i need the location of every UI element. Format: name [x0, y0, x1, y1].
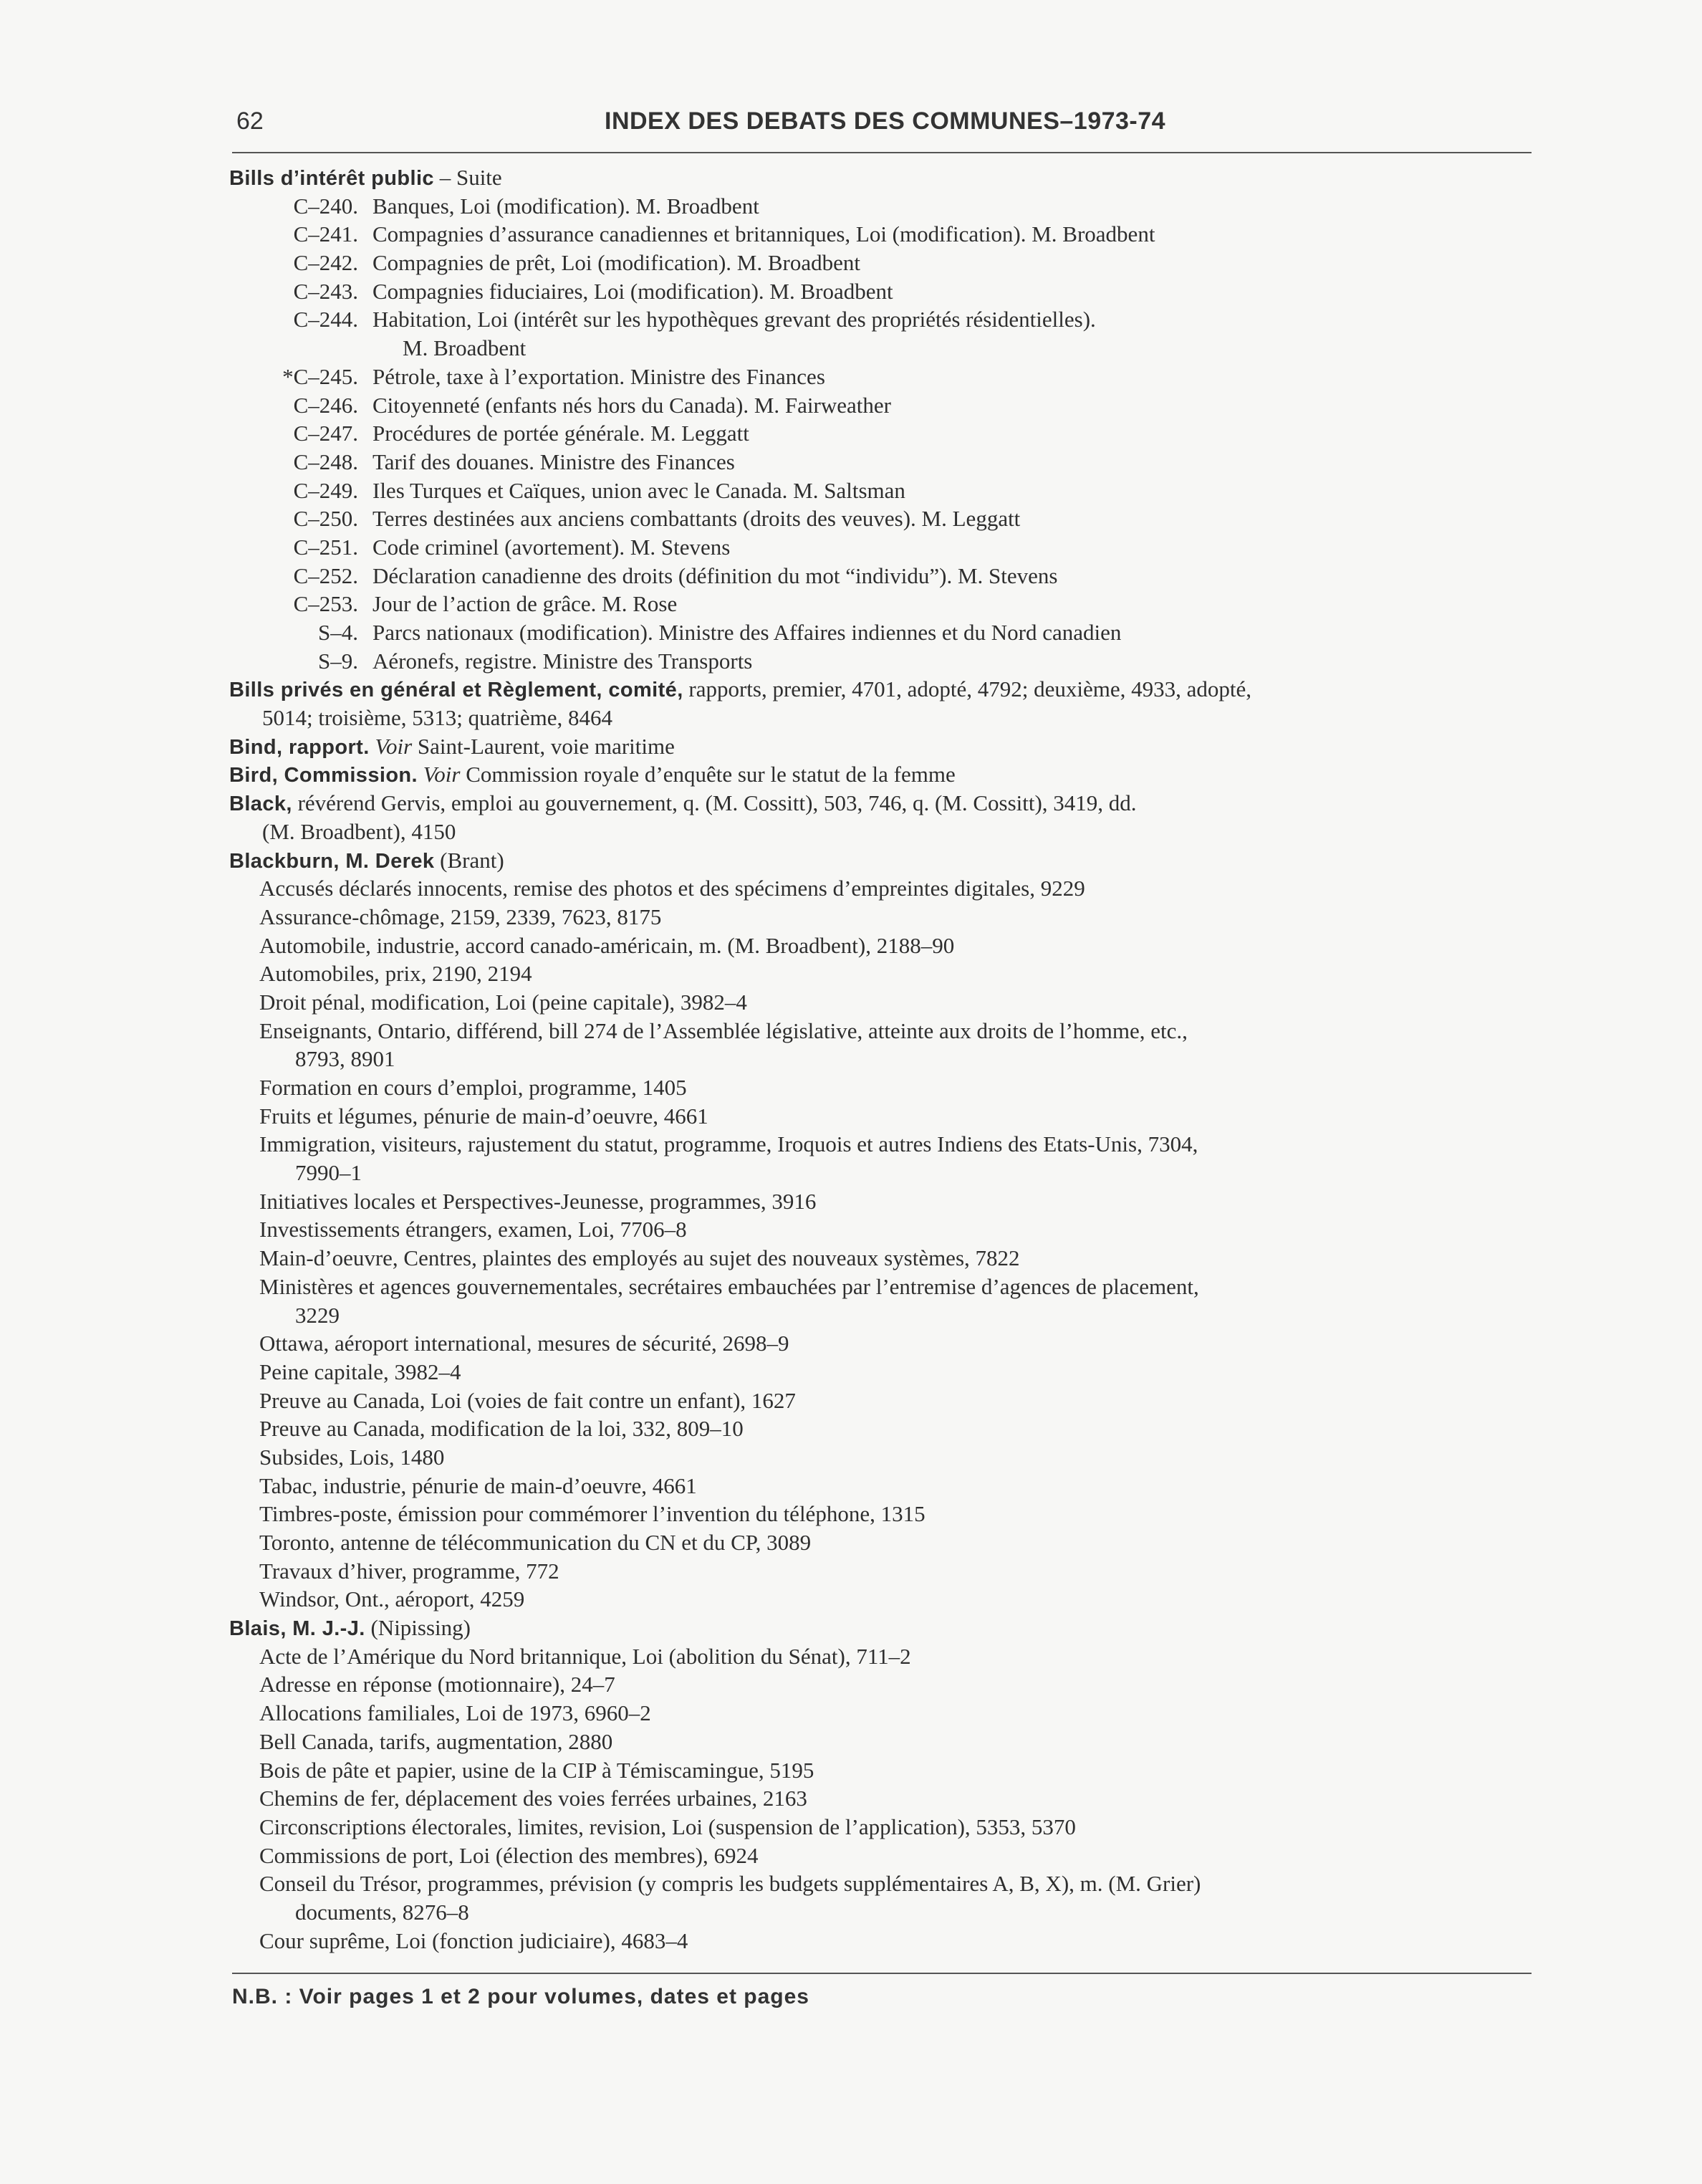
- subentry: [229, 874, 1533, 903]
- bill-title: M. Broadbent: [403, 335, 527, 361]
- entry-continuation: [229, 704, 1533, 732]
- subentry-text: Toronto, antenne de télécommunication du CN et du CP, 3089: [259, 1530, 812, 1555]
- subentry: [229, 1756, 1533, 1785]
- subentry-text: Acte de l’Amérique du Nord britannique, Loi (abolition du Sénat), 711–2: [259, 1643, 911, 1669]
- subentry-continuation: [229, 1159, 1533, 1187]
- subentry-text: Timbres-poste, émission pour commémorer l’invention du téléphone, 1315: [259, 1501, 925, 1527]
- entry-heading: Blais, M. J.-J.: [229, 1617, 365, 1641]
- subentry: [229, 1130, 1533, 1159]
- subentry-text: Conseil du Trésor, programmes, prévision (y compris les budgets supplémentaires A, B, X), m. (M. Grier): [259, 1871, 1201, 1897]
- subentry: [229, 1358, 1533, 1386]
- subentry: [229, 903, 1533, 931]
- bill-number: S–9.: [318, 648, 358, 674]
- index-entry: [229, 846, 1533, 875]
- subentry: [229, 1557, 1533, 1586]
- subentry: [229, 1414, 1533, 1443]
- index-entry: [229, 163, 1533, 192]
- subentry-text: Chemins de fer, déplacement des voies ferrées urbaines, 2163: [259, 1786, 807, 1811]
- subentry-text: Circonscriptions électorales, limites, revision, Loi (suspension de l’application), 5353, 5370: [259, 1814, 1076, 1839]
- subentry-text: Formation en cours d’emploi, programme, 1405: [259, 1075, 687, 1100]
- bill-title: Compagnies d’assurance canadiennes et britanniques, Loi (modification). M. Broadbent: [372, 221, 1155, 247]
- see-reference: Voir: [375, 733, 413, 759]
- bill-entry: [229, 647, 1533, 676]
- page-title: INDEX DES DEBATS DES COMMUNES–1973-74: [605, 107, 1166, 135]
- bill-entry: [229, 562, 1533, 590]
- entry-text: Commission royale d’enquête sur le statut de la femme: [460, 762, 956, 787]
- subentry-text: Cour suprême, Loi (fonction judiciaire), 4683–4: [259, 1927, 688, 1953]
- entry-text: (M. Broadbent), 4150: [262, 818, 456, 844]
- bill-number: C–247.: [293, 421, 358, 446]
- bill-number: C–249.: [293, 477, 358, 503]
- bill-title: Iles Turques et Caïques, union avec le Canada. M. Saltsman: [372, 477, 905, 503]
- index-entry: [229, 732, 1533, 761]
- footnote: N.B. : Voir pages 1 et 2 pour volumes, dates et pages: [232, 1985, 809, 2008]
- subentry: [229, 1386, 1533, 1415]
- subentry: [229, 1215, 1533, 1244]
- bill-entry: [229, 504, 1533, 533]
- bill-number: C–252.: [293, 562, 358, 588]
- bill-title: Déclaration canadienne des droits (définition du mot “individu”). M. Stevens: [372, 562, 1058, 588]
- bill-entry: [229, 192, 1533, 221]
- subentry-text: Main-d’oeuvre, Centres, plaintes des employés au sujet des nouveaux systèmes, 7822: [259, 1245, 1020, 1271]
- subentry: [229, 959, 1533, 988]
- entry-heading: Bills privés en général et Règlement, comité,: [229, 679, 683, 702]
- entry-continuation: [229, 818, 1533, 846]
- subentry-text: 7990–1: [295, 1160, 362, 1186]
- subentry-text: Assurance-chômage, 2159, 2339, 7623, 8175: [259, 904, 662, 929]
- bill-title: Citoyenneté (enfants nés hors du Canada). M. Fairweather: [372, 392, 891, 418]
- subentry: [229, 1728, 1533, 1756]
- subentry: [229, 1102, 1533, 1131]
- bill-entry: [229, 305, 1533, 334]
- subentry-text: Tabac, industrie, pénurie de main-d’oeuvre, 4661: [259, 1472, 697, 1498]
- subentry-continuation: [229, 1898, 1533, 1927]
- bill-number: C–251.: [293, 534, 358, 560]
- subentry-text: Ministères et agences gouvernementales, secrétaires embauchées par l’entremise d’agences de placement,: [259, 1273, 1199, 1299]
- index-entry: [229, 760, 1533, 789]
- subentry-text: Commissions de port, Loi (élection des membres), 6924: [259, 1842, 759, 1868]
- subentry: [229, 1813, 1533, 1841]
- subentry-text: Preuve au Canada, Loi (voies de fait contre un enfant), 1627: [259, 1387, 796, 1413]
- subentry-text: Preuve au Canada, modification de la loi, 332, 809–10: [259, 1416, 744, 1442]
- bill-title: Banques, Loi (modification). M. Broadbent: [372, 193, 759, 219]
- bill-title: Procédures de portée générale. M. Leggatt: [372, 421, 749, 446]
- entry-text: révérend Gervis, emploi au gouvernement, q. (M. Cossitt), 503, 746, q. (M. Cossitt), 3419, dd.: [292, 790, 1137, 816]
- subentry-text: documents, 8276–8: [295, 1899, 469, 1925]
- index-entry: [229, 1614, 1533, 1642]
- bill-title: Code criminel (avortement). M. Stevens: [372, 534, 731, 560]
- subentry: [229, 1670, 1533, 1699]
- bill-title: Jour de l’action de grâce. M. Rose: [372, 591, 678, 617]
- subentry-text: Initiatives locales et Perspectives-Jeunesse, programmes, 3916: [259, 1188, 817, 1214]
- bill-title: Habitation, Loi (intérêt sur les hypothèques grevant des propriétés résidentielles).: [372, 307, 1096, 332]
- bill-entry-continuation: [229, 334, 1533, 363]
- subentry: [229, 1500, 1533, 1528]
- entry-text: rapports, premier, 4701, adopté, 4792; deuxième, 4933, adopté,: [683, 676, 1252, 702]
- bill-number: C–244.: [293, 307, 358, 332]
- entry-text: Saint-Laurent, voie maritime: [412, 733, 675, 759]
- subentry: [229, 1528, 1533, 1557]
- subentry-text: Immigration, visiteurs, rajustement du statut, programme, Iroquois et autres Indiens des Etats-Unis, 7304,: [259, 1131, 1198, 1157]
- bill-number: C–248.: [293, 449, 358, 474]
- subentry-text: Automobile, industrie, accord canado-américain, m. (M. Broadbent), 2188–90: [259, 932, 955, 958]
- subentry-continuation: [229, 1045, 1533, 1073]
- subentry-text: Accusés déclarés innocents, remise des photos et des spécimens d’empreintes digitales, 9229: [259, 876, 1085, 901]
- entry-heading: Bills d’intérêt public: [229, 167, 434, 190]
- bill-number: C–246.: [293, 392, 358, 418]
- footer-rule: [232, 1973, 1532, 1974]
- index-body: [229, 163, 1533, 1955]
- bill-number: S–4.: [318, 620, 358, 645]
- subentry: [229, 1273, 1533, 1301]
- subentry: [229, 1443, 1533, 1472]
- subentry: [229, 1329, 1533, 1358]
- subentry-text: Adresse en réponse (motionnaire), 24–7: [259, 1672, 615, 1697]
- index-entry: [229, 675, 1533, 704]
- bill-entry: [229, 249, 1533, 277]
- subentry-text: Travaux d’hiver, programme, 772: [259, 1558, 559, 1584]
- subentry-text: Subsides, Lois, 1480: [259, 1444, 445, 1470]
- subentry-text: Bois de pâte et papier, usine de la CIP à Témiscamingue, 5195: [259, 1757, 814, 1783]
- subentry-text: Peine capitale, 3982–4: [259, 1359, 461, 1384]
- bill-entry: [229, 448, 1533, 476]
- entry-text: (Brant): [434, 847, 504, 873]
- bill-number: C–241.: [293, 221, 358, 247]
- subentry-text: 3229: [295, 1302, 340, 1328]
- subentry: [229, 1927, 1533, 1955]
- subentry-text: Enseignants, Ontario, différend, bill 274 de l’Assemblée législative, atteinte aux droits de l’homme, etc.,: [259, 1017, 1188, 1043]
- bill-number: C–253.: [293, 591, 358, 617]
- entry-heading: Bird, Commission.: [229, 764, 418, 787]
- bill-title: Tarif des douanes. Ministre des Finances: [372, 449, 735, 474]
- bill-title: Parcs nationaux (modification). Ministre des Affaires indiennes et du Nord canadien: [372, 620, 1122, 645]
- bill-entry: [229, 419, 1533, 448]
- header-rule: [232, 152, 1532, 153]
- entry-heading: Black,: [229, 792, 292, 816]
- bill-number: *C–245.: [282, 363, 358, 389]
- bill-title: Compagnies fiduciaires, Loi (modification). M. Broadbent: [372, 278, 893, 304]
- bill-number: C–240.: [293, 193, 358, 219]
- subentry: [229, 1244, 1533, 1273]
- subentry-text: Automobiles, prix, 2190, 2194: [259, 961, 532, 987]
- subentry-text: 8793, 8901: [295, 1046, 395, 1072]
- entry-heading: Blackburn, M. Derek: [229, 849, 435, 873]
- subentry: [229, 1642, 1533, 1671]
- bill-number: C–243.: [293, 278, 358, 304]
- entry-text: – Suite: [433, 165, 502, 190]
- subentry-continuation: [229, 1301, 1533, 1330]
- bill-title: Pétrole, taxe à l’exportation. Ministre des Finances: [372, 363, 825, 389]
- bill-entry: [229, 618, 1533, 647]
- bill-entry: [229, 220, 1533, 249]
- subentry: [229, 1841, 1533, 1870]
- subentry: [229, 1869, 1533, 1898]
- subentry: [229, 1699, 1533, 1728]
- bill-number: C–250.: [293, 506, 358, 532]
- bill-entry: [229, 391, 1533, 420]
- see-reference: Voir: [423, 762, 461, 787]
- subentry-text: Fruits et légumes, pénurie de main-d’oeuvre, 4661: [259, 1103, 708, 1129]
- subentry-text: Windsor, Ont., aéroport, 4259: [259, 1586, 525, 1612]
- bill-title: Compagnies de prêt, Loi (modification). M. Broadbent: [372, 250, 860, 276]
- subentry: [229, 1187, 1533, 1216]
- page-header: [232, 107, 1532, 143]
- bill-title: Aéronefs, registre. Ministre des Transports: [372, 648, 753, 674]
- subentry: [229, 1784, 1533, 1813]
- subentry: [229, 1472, 1533, 1500]
- index-entry: [229, 789, 1533, 818]
- bill-entry: [229, 277, 1533, 306]
- subentry: [229, 1017, 1533, 1045]
- page-number: 62: [236, 107, 264, 135]
- entry-text: (Nipissing): [365, 1615, 471, 1641]
- subentry: [229, 931, 1533, 960]
- subentry-text: Allocations familiales, Loi de 1973, 6960–2: [259, 1700, 651, 1726]
- subentry-text: Investissements étrangers, examen, Loi, 7706–8: [259, 1217, 687, 1242]
- subentry-text: Droit pénal, modification, Loi (peine capitale), 3982–4: [259, 989, 747, 1015]
- bill-entry: [229, 533, 1533, 562]
- subentry: [229, 1585, 1533, 1614]
- bill-entry: [229, 476, 1533, 505]
- entry-text: 5014; troisième, 5313; quatrième, 8464: [262, 705, 613, 731]
- bill-entry: [229, 590, 1533, 618]
- entry-heading: Bind, rapport.: [229, 735, 370, 759]
- subentry-text: Ottawa, aéroport international, mesures de sécurité, 2698–9: [259, 1331, 789, 1356]
- bill-title: Terres destinées aux anciens combattants (droits des veuves). M. Leggatt: [372, 506, 1021, 532]
- subentry: [229, 988, 1533, 1017]
- bill-number: C–242.: [293, 250, 358, 276]
- subentry: [229, 1073, 1533, 1102]
- bill-entry: [229, 363, 1533, 391]
- subentry-text: Bell Canada, tarifs, augmentation, 2880: [259, 1728, 613, 1754]
